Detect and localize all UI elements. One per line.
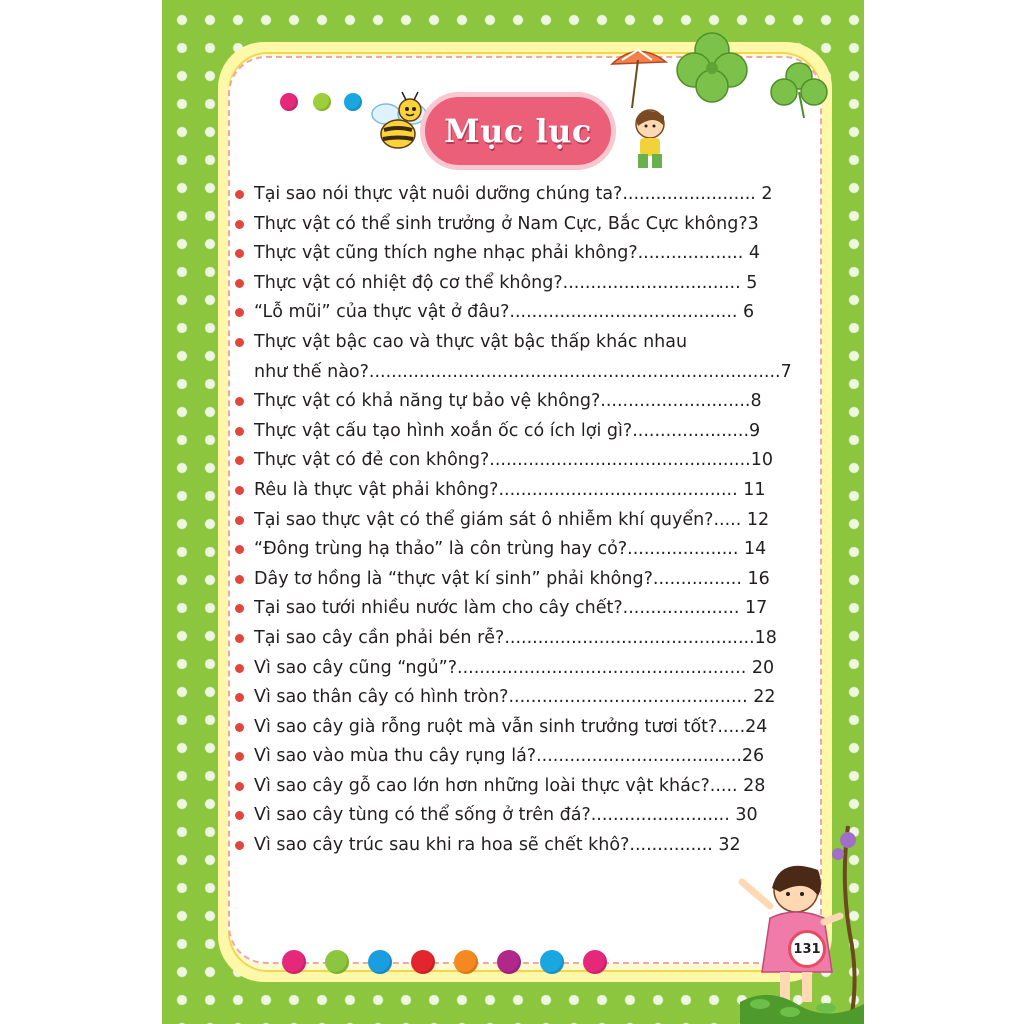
toc-entry	[232, 831, 808, 861]
bullet-icon	[235, 545, 244, 554]
toc-entry-text: “Lỗ mũi” của thực vật ở đâu?......................................... 6	[254, 302, 755, 323]
bullet-icon	[235, 782, 244, 791]
toc-entry-text: Tại sao nói thực vật nuôi dưỡng chúng ta?........................ 2	[254, 184, 773, 204]
toc-entry-text: Vì sao cây già rỗng ruột mà vẫn sinh trưởng tươi tốt?.....24	[254, 716, 768, 737]
toc-entry-text: Tại sao tưới nhiều nước làm cho cây chết?..................... 17	[254, 598, 768, 619]
decorative-dot	[454, 950, 478, 974]
toc-entry	[232, 594, 808, 624]
toc-entry	[232, 742, 808, 772]
title-banner	[420, 92, 616, 170]
bullet-icon	[235, 220, 244, 229]
bullet-icon	[235, 190, 244, 199]
toc-entry-text: như thế nào?..........................................................................7	[254, 361, 792, 382]
toc-entry	[232, 446, 808, 476]
child-with-umbrella-illustration	[608, 44, 678, 174]
decorative-dot	[583, 950, 607, 974]
bullet-icon	[235, 516, 244, 525]
decorative-dot	[280, 93, 298, 111]
toc-entry	[232, 565, 808, 595]
clover-icon	[672, 28, 752, 108]
bullet-icon	[235, 338, 244, 347]
toc-entry	[232, 713, 808, 743]
toc-entry-text: Tại sao thực vật có thể giám sát ô nhiễm khí quyển?..... 12	[254, 509, 770, 530]
toc-entry	[232, 239, 808, 269]
book-page	[162, 0, 864, 1024]
toc-entry	[232, 269, 808, 299]
small-clover-icon	[768, 60, 830, 120]
toc-entry	[232, 624, 808, 654]
bullet-icon	[235, 604, 244, 613]
bullet-icon	[235, 427, 244, 436]
bullet-icon	[235, 397, 244, 406]
decorative-dot	[540, 950, 564, 974]
table-of-contents	[232, 180, 808, 861]
toc-entry-text: Rêu là thực vật phải không?........................................... 11	[254, 479, 766, 500]
decorative-dot	[282, 950, 306, 974]
toc-entry-text: Thực vật có nhiệt độ cơ thể không?................................ 5	[254, 272, 758, 293]
bullet-icon	[235, 723, 244, 732]
bullet-icon	[235, 308, 244, 317]
bullet-icon	[235, 811, 244, 820]
toc-entry	[232, 535, 808, 565]
bullet-icon	[235, 279, 244, 288]
decorative-dot	[313, 93, 331, 111]
toc-entry-text: Vì sao cây trúc sau khi ra hoa sẽ chết khô?............... 32	[254, 835, 741, 856]
toc-entry-text: Thực vật có đẻ con không?...............................................10	[254, 450, 774, 471]
toc-entry-text: Thực vật cấu tạo hình xoắn ốc có ích lợi gì?.....................9	[254, 420, 761, 441]
toc-entry-text: Vì sao thân cây có hình tròn?........................................... 22	[254, 687, 776, 708]
toc-entry-text: “Đông trùng hạ thảo” là côn trùng hay cỏ?.................... 14	[254, 539, 767, 560]
toc-entry	[232, 801, 808, 831]
toc-entry	[232, 210, 808, 240]
toc-entry	[232, 180, 808, 210]
toc-entry-text: Thực vật có khả năng tự bảo vệ không?...........................8	[254, 391, 762, 412]
toc-entry-text: Vì sao cây tùng có thể sống ở trên đá?......................... 30	[254, 805, 758, 826]
bullet-icon	[235, 664, 244, 673]
toc-entry	[232, 298, 808, 328]
decorative-dot	[411, 950, 435, 974]
toc-entry	[232, 387, 808, 417]
bullet-icon	[235, 456, 244, 465]
decorative-dot	[344, 93, 362, 111]
bullet-icon	[235, 841, 244, 850]
toc-entry	[232, 683, 808, 713]
page-number: 131	[788, 930, 826, 968]
bullet-icon	[235, 486, 244, 495]
toc-entry-text: Vì sao cây gỗ cao lớn hơn những loài thực vật khác?..... 28	[254, 775, 766, 796]
decorative-dot	[325, 950, 349, 974]
toc-entry-text: Tại sao cây cần phải bén rễ?.............................................18	[254, 627, 777, 648]
bullet-icon	[235, 752, 244, 761]
decorative-dot	[368, 950, 392, 974]
toc-entry	[232, 328, 808, 387]
page-title: Mục lục	[444, 112, 592, 150]
bullet-icon	[235, 693, 244, 702]
bullet-icon	[235, 634, 244, 643]
bullet-icon	[235, 249, 244, 258]
toc-entry-text: Vì sao cây cũng “ngủ”?.................................................... 20	[254, 657, 775, 678]
decorative-dot	[497, 950, 521, 974]
toc-entry	[232, 506, 808, 536]
toc-entry-text: Dây tơ hồng là “thực vật kí sinh” phải không?................ 16	[254, 568, 770, 589]
toc-entry	[232, 417, 808, 447]
toc-entry	[232, 654, 808, 684]
girl-with-flowers-illustration	[740, 826, 864, 1024]
toc-entry	[232, 476, 808, 506]
toc-entry-text: Thực vật có thể sinh trưởng ở Nam Cực, Bắc Cực không?3	[254, 213, 759, 234]
toc-entry	[232, 772, 808, 802]
toc-entry-text: Thực vật cũng thích nghe nhạc phải không?................... 4	[254, 243, 760, 264]
toc-entry-text: Vì sao vào mùa thu cây rụng lá?.....................................26	[254, 746, 765, 767]
toc-entry-text: Thực vật bậc cao và thực vật bậc thấp khác nhau	[254, 331, 688, 352]
bullet-icon	[235, 575, 244, 584]
